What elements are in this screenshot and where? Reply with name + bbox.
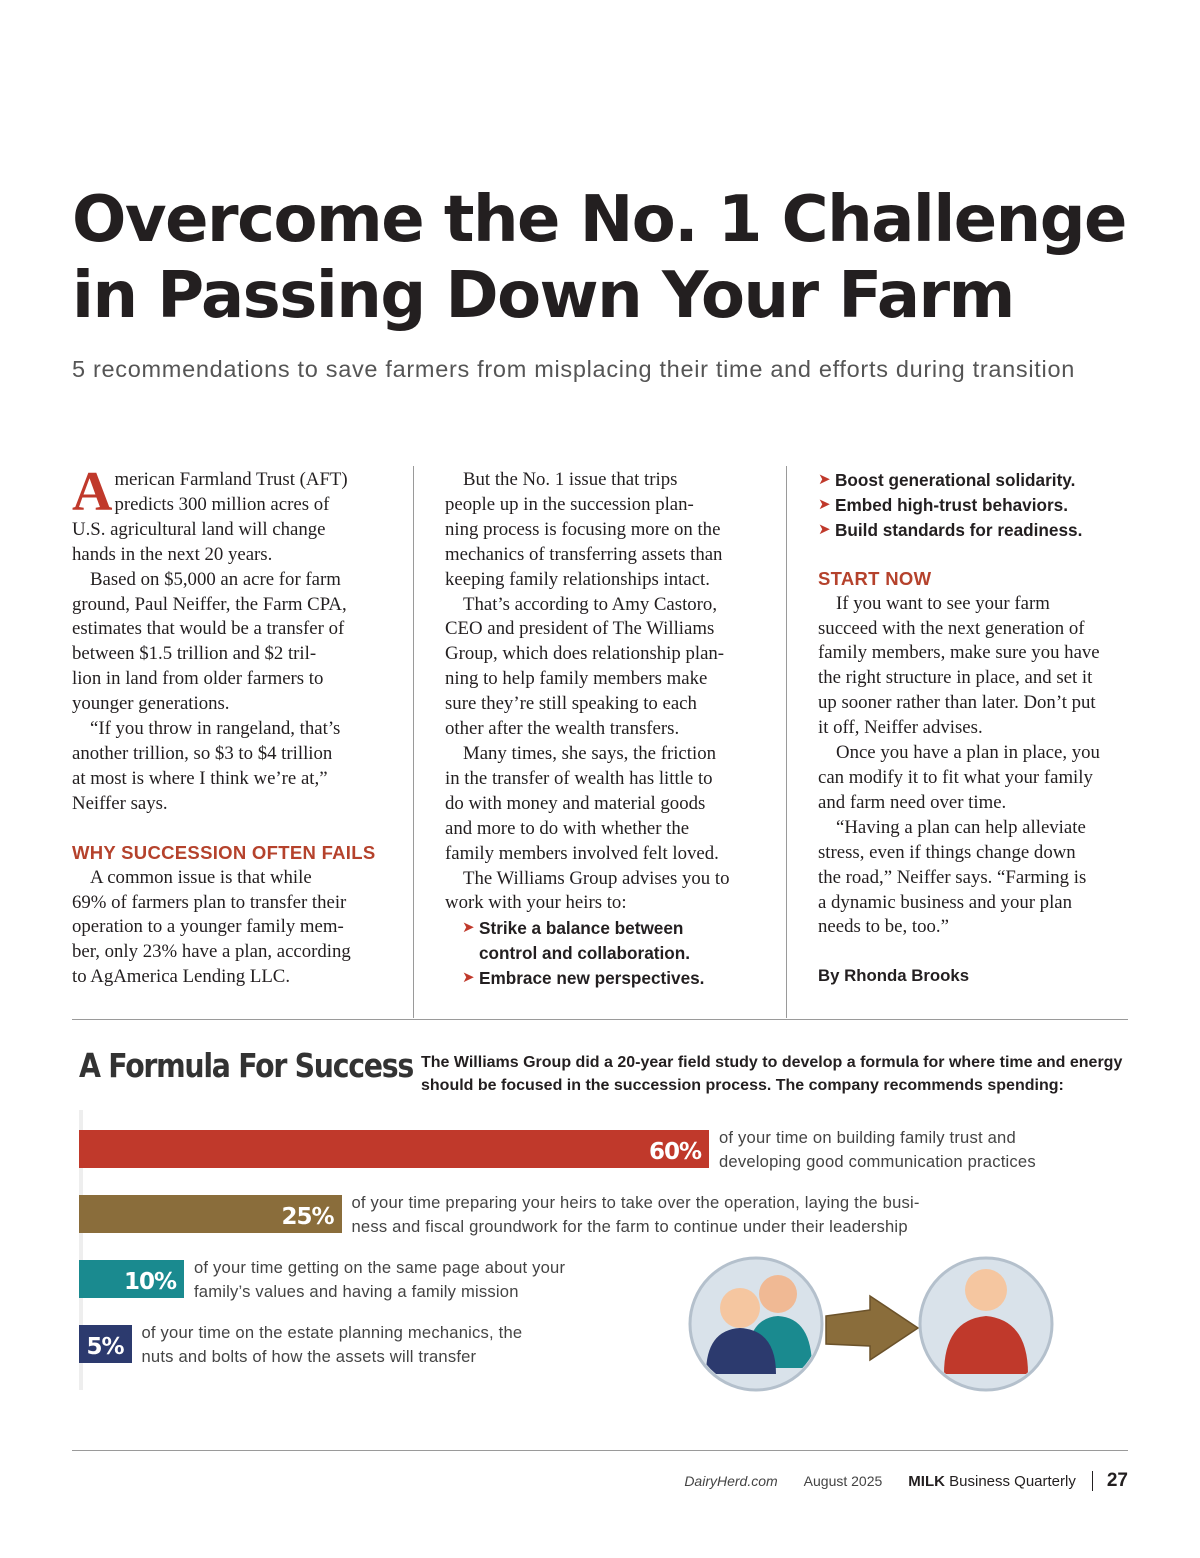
text-line: ber, only 23% have a plan, according: [72, 941, 351, 963]
text-line: A common issue is that while: [90, 866, 312, 888]
text-line: at most is where I think we’re at,”: [72, 767, 328, 789]
advice-list-continued: [818, 468, 1133, 543]
text-line: Strike a balance between: [479, 918, 684, 939]
paragraph: [445, 468, 760, 593]
text-line: Based on $5,000 an acre for farm: [90, 568, 341, 590]
paragraph: [818, 741, 1133, 816]
text-line: ning process is focusing more on the: [445, 518, 721, 540]
text-line: lion in land from older farmers to: [72, 668, 324, 690]
footer-divider: [72, 1450, 1128, 1451]
byline: By Rhonda Brooks: [818, 966, 970, 986]
advice-list: [462, 916, 760, 991]
chevron-right-icon: ➤: [818, 471, 831, 488]
bar-value-label: 10%: [123, 1269, 176, 1295]
list-item: [818, 493, 1133, 518]
article-title: [72, 182, 1182, 334]
bar-description: [194, 1256, 565, 1304]
text-line: predicts 300 million acres of: [114, 493, 330, 515]
text-line: “Having a plan can help alleviate: [836, 816, 1086, 838]
paragraph: [72, 866, 384, 991]
text-line: sure they’re still speaking to each: [445, 693, 697, 715]
chevron-right-icon: ➤: [818, 520, 831, 538]
text-line: of your time on building family trust and: [719, 1128, 1016, 1147]
paragraph: [818, 592, 1133, 741]
text-line: Once you have a plan in place, you: [836, 742, 1100, 764]
text-line: up sooner rather than later. Don’t put: [818, 692, 1096, 714]
paragraph: [445, 593, 760, 742]
paragraph: [72, 717, 384, 817]
article-subtitle: 5 recommendations to save farmers from misplacing their time and efforts during transition: [72, 356, 1075, 382]
text-line: family members involved felt loved.: [445, 842, 719, 864]
text-line: needs to be, too.”: [818, 916, 949, 938]
text-line: work with your heirs to:: [445, 892, 627, 914]
text-line: Group, which does relationship plan-: [445, 643, 725, 665]
bar-value-label: 25%: [281, 1204, 334, 1230]
column-divider: [786, 466, 787, 1018]
formula-title: A Formula For Success: [79, 1046, 413, 1085]
text-line: That’s according to Amy Castoro,: [463, 593, 718, 615]
text-line: of your time preparing your heirs to take over the operation, laying the busi-: [351, 1193, 920, 1212]
page-footer: [684, 1470, 1128, 1492]
text-line: “If you throw in rangeland, that’s: [90, 718, 341, 740]
paragraph: [72, 461, 384, 568]
bar-10: [79, 1260, 184, 1298]
title-line: Overcome the No. 1 Challenge: [72, 183, 1126, 257]
text-line: the right structure in place, and set it: [818, 667, 1093, 689]
bar-description: [142, 1321, 523, 1369]
text-line: operation to a younger family mem-: [72, 916, 344, 938]
text-line: The Williams Group did a 20-year field study to develop a formula for where time and energy: [421, 1054, 1123, 1071]
publication-brand: MILK: [908, 1472, 945, 1490]
chevron-right-icon: ➤: [818, 495, 831, 513]
column-2: [445, 468, 760, 991]
text-line: ness and fiscal groundwork for the farm to continue under their leadership: [351, 1217, 908, 1236]
paragraph: [445, 742, 760, 867]
family-transfer-illustration: [688, 1256, 1058, 1396]
text-line: developing good communication practices: [719, 1152, 1036, 1171]
text-line: people up in the succession plan-: [445, 493, 694, 515]
text-line: and more to do with whether the: [445, 817, 690, 839]
column-3: [818, 468, 1133, 989]
page-number: 27: [1106, 1470, 1128, 1491]
list-item: [462, 916, 760, 966]
text-line: ground, Paul Neiffer, the Farm CPA,: [72, 593, 347, 615]
text-line: hands in the next 20 years.: [72, 543, 273, 565]
text-line: estimates that would be a transfer of: [72, 618, 345, 640]
text-line: to AgAmerica Lending LLC.: [72, 966, 291, 988]
bar-value-label: 60%: [648, 1139, 701, 1165]
text-line: ning to help family members make: [445, 668, 708, 690]
heirs-group-icon: [690, 1258, 822, 1390]
text-line: Embrace new perspectives.: [479, 968, 705, 989]
text-line: of your time getting on the same page about your: [194, 1258, 566, 1277]
text-line: The Williams Group advises you to: [463, 867, 730, 889]
section-heading: START NOW: [818, 567, 932, 589]
text-line: stress, even if things change down: [818, 841, 1076, 863]
text-line: of your time on the estate planning mechanics, the: [141, 1323, 523, 1342]
chevron-right-icon: ➤: [462, 919, 475, 937]
bar-5: [79, 1325, 132, 1363]
text-line: nuts and bolts of how the assets will transfer: [141, 1347, 477, 1366]
paragraph: [818, 816, 1133, 941]
successor-icon: [920, 1258, 1052, 1390]
list-item: [818, 518, 1133, 543]
text-line: U.S. agricultural land will change: [72, 518, 326, 540]
text-line: Boost generational solidarity.: [835, 470, 1076, 490]
text-line: family’s values and having a family mission: [194, 1282, 519, 1301]
text-line: If you want to see your farm: [836, 592, 1050, 614]
text-line: mechanics of transferring assets than: [445, 543, 723, 565]
arrow-right-icon: [826, 1296, 918, 1360]
column-1: [72, 461, 384, 990]
text-line: control and collaboration.: [479, 943, 691, 964]
list-item: [462, 966, 760, 991]
footer-site: DairyHerd.com: [684, 1473, 778, 1489]
text-line: in the transfer of wealth has little to: [445, 767, 713, 789]
text-line: Many times, she says, the friction: [463, 742, 716, 764]
publication-name: Business Quarterly: [944, 1472, 1076, 1490]
footer-publication: [908, 1473, 1076, 1490]
text-line: the road,” Neiffer says. “Farming is: [818, 866, 1087, 888]
text-line: should be focused in the succession process. The company recommends spending:: [421, 1077, 1064, 1094]
text-line: do with money and material goods: [445, 792, 706, 814]
text-line: younger generations.: [72, 693, 230, 715]
bar-25: [79, 1195, 342, 1233]
drop-cap: A: [72, 461, 113, 523]
footer-separator: [1092, 1471, 1093, 1491]
text-line: CEO and president of The Williams: [445, 618, 715, 640]
text-line: a dynamic business and your plan: [818, 891, 1073, 913]
footer-date: August 2025: [803, 1473, 883, 1489]
bar-description: [352, 1191, 920, 1239]
formula-intro: [421, 1051, 1151, 1097]
text-line: family members, make sure you have: [818, 642, 1100, 664]
text-line: merican Farmland Trust (AFT): [114, 469, 348, 490]
text-line: But the No. 1 issue that trips: [463, 469, 678, 490]
text-line: succeed with the next generation of: [818, 617, 1085, 639]
bar-60: [79, 1130, 709, 1168]
text-line: Neiffer says.: [72, 792, 168, 814]
title-line: in Passing Down Your Farm: [72, 259, 1014, 333]
text-line: Build standards for readiness.: [835, 519, 1083, 540]
column-divider: [413, 466, 414, 1018]
text-line: keeping family relationships intact.: [445, 568, 710, 590]
section-divider: [72, 1019, 1128, 1020]
text-line: other after the wealth transfers.: [445, 718, 680, 740]
chevron-right-icon: ➤: [462, 969, 475, 987]
paragraph: [445, 867, 760, 917]
text-line: can modify it to fit what your family: [818, 766, 1093, 788]
bar-description: [719, 1126, 1036, 1174]
paragraph: [72, 568, 384, 717]
text-line: between $1.5 trillion and $2 tril-: [72, 643, 317, 665]
text-line: 69% of farmers plan to transfer their: [72, 891, 347, 913]
list-item: [818, 468, 1133, 493]
text-line: it off, Neiffer advises.: [818, 717, 983, 739]
text-line: and farm need over time.: [818, 791, 1007, 813]
text-line: another trillion, so $3 to $4 trillion: [72, 742, 333, 764]
bar-value-label: 5%: [86, 1334, 124, 1360]
text-line: Embed high-trust behaviors.: [835, 494, 1069, 515]
section-heading: WHY SUCCESSION OFTEN FAILS: [72, 841, 376, 863]
